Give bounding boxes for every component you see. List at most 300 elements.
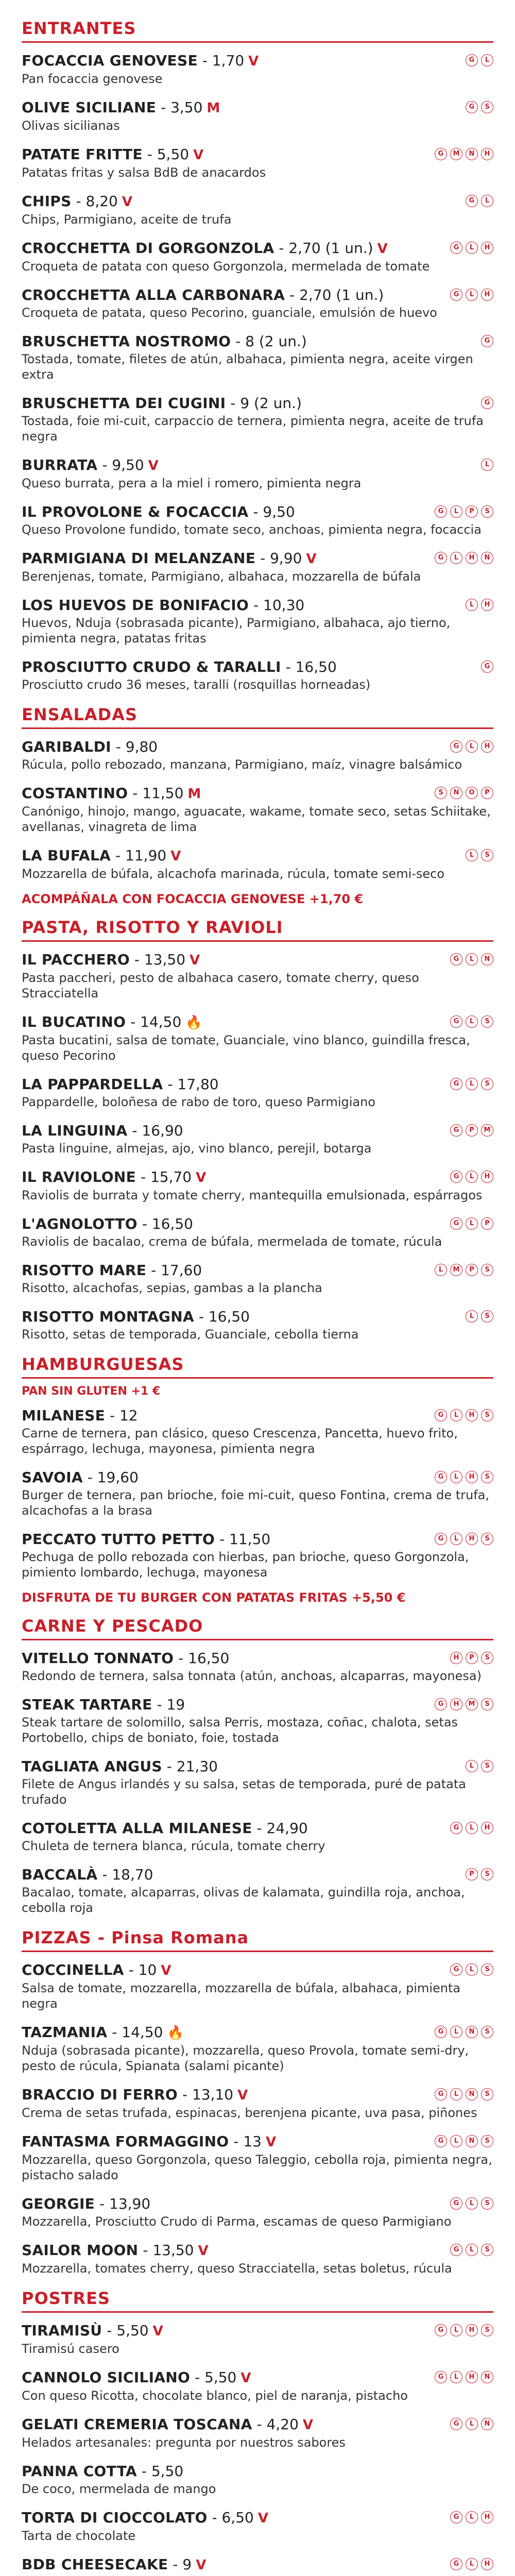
allergen-icon: N (481, 2371, 493, 2383)
menu-item-description: Tostada, foie mi-cuit, carpaccio de ternera, pimienta negra, aceite de trufa negra (22, 414, 484, 444)
menu-item-row (22, 1168, 493, 1187)
menu-item-row (22, 395, 493, 412)
menu-item-price: - 16,90 (132, 1122, 183, 1139)
menu-item (22, 286, 493, 320)
menu-item-description: Risotto, alcachofas, sepias, gambas a la plancha (22, 1281, 322, 1295)
allergen-icon: N (481, 953, 493, 965)
menu-item-heading (22, 785, 201, 803)
allergen-icon: S (481, 1868, 493, 1880)
menu-item-row (22, 2463, 493, 2480)
menu-item-description: Con queso Ricotta, chocolate blanco, piel de naranja, pistacho (22, 2388, 408, 2403)
allergen-icons (450, 1217, 493, 1230)
menu-item-row (22, 658, 493, 676)
menu-item-heading (22, 1308, 250, 1326)
menu-item-row (22, 1122, 493, 1140)
allergen-icon: L (450, 505, 462, 518)
allergen-icon: S (481, 101, 493, 113)
menu-item-heading (22, 951, 200, 969)
menu-item-heading (22, 1469, 139, 1486)
allergen-icon: L (450, 2026, 462, 2038)
allergen-icon: S (481, 1471, 493, 1483)
menu-item-name: FOCACCIA GENOVESE (22, 52, 198, 69)
allergen-icon: G (435, 2135, 447, 2147)
allergen-icon: L (466, 1015, 478, 1028)
diet-badge-icon: V (161, 1963, 171, 1978)
menu-item-price: - 8 (2 un.) (235, 333, 307, 350)
menu-item-name: PATATE FRITTE (22, 146, 143, 163)
allergen-icon: L (481, 459, 493, 471)
menu-item-row (22, 1308, 493, 1326)
menu-item-row (22, 2133, 493, 2151)
menu-item-row (22, 2086, 493, 2104)
menu-item-description: Pechuga de pollo rebozada con hierbas, pan brioche, queso Gorgonzola, pimiento lombardo, lechuga, mayonesa (22, 1550, 469, 1580)
allergen-icon: S (481, 1698, 493, 1710)
section-title: HAMBURGUESAS (22, 1354, 184, 1374)
allergen-icon: G (450, 289, 462, 301)
menu-item-price: - 3,50 (161, 99, 203, 116)
allergen-icon: G (450, 953, 462, 965)
menu-item-price: - 13 (233, 2133, 262, 2150)
allergen-icon: S (435, 787, 447, 799)
menu-item-name: LA LINGUINA (22, 1122, 128, 1139)
menu-item-price: - 15,70 (140, 1168, 192, 1185)
allergen-icons (466, 599, 493, 611)
allergen-icons (450, 2418, 493, 2430)
menu-item-heading (22, 2024, 184, 2042)
allergen-icon: G (450, 1171, 462, 1183)
menu-item-row (22, 2242, 493, 2260)
menu-item-description: Tostada, tomate, filetes de atún, albahaca, pimienta negra, aceite virgen extra (22, 352, 473, 382)
menu-item (22, 395, 493, 444)
allergen-icons (435, 1471, 493, 1483)
allergen-icon: G (450, 1124, 462, 1137)
menu-item-row (22, 1961, 493, 1979)
allergen-icon: L (466, 289, 478, 301)
menu-item-description: Pasta linguine, almejas, ajo, vino blanco, perejil, botarga (22, 1141, 372, 1156)
allergen-icon: P (481, 787, 493, 799)
allergen-icons (435, 1533, 493, 1545)
menu-item-row (22, 1820, 493, 1837)
allergen-icons (466, 849, 493, 861)
menu-item (22, 738, 493, 772)
menu-item-price: - 24,90 (256, 1820, 308, 1837)
allergen-icon: G (435, 2371, 447, 2383)
menu-item-description: Helados artesanales: pregunta por nuestros sabores (22, 2435, 346, 2450)
menu-item-name: RISOTTO MONTAGNA (22, 1308, 194, 1325)
menu-item-row (22, 146, 493, 164)
allergen-icon: L (450, 1533, 462, 1545)
menu-item-heading (22, 2242, 209, 2260)
menu-item-price: - 8,20 (76, 193, 118, 210)
menu-item-name: COCCINELLA (22, 1961, 124, 1978)
diet-badge-icon: V (306, 551, 317, 567)
menu-item-price: - 9,50 (253, 503, 295, 520)
menu-item-name: BRACCIO DI FERRO (22, 2086, 178, 2103)
allergen-icon: L (466, 1963, 478, 1976)
allergen-icon: L (435, 1264, 447, 1276)
menu-item-price: - 16,50 (198, 1308, 250, 1325)
menu-item-description: Nduja (sobrasada picante), mozzarella, queso Provola, tomate semi-dry, pesto de rúcula, Spianata (salami picante) (22, 2043, 469, 2073)
allergen-icon: G (481, 335, 493, 347)
menu-item-heading (22, 597, 304, 614)
menu-item-description: Chuleta de ternera blanca, rúcula, tomate cherry (22, 1839, 325, 1853)
allergen-icon: S (481, 2088, 493, 2100)
allergen-icon: S (481, 1015, 493, 1028)
menu-item-name: TAZMANIA (22, 2024, 108, 2041)
menu-item (22, 847, 493, 882)
menu-item-description: Pappardelle, boloñesa de rabo de toro, queso Parmigiano (22, 1095, 376, 1109)
menu-item-description: Risotto, setas de temporada, Guanciale, cebolla tierna (22, 1327, 359, 1342)
allergen-icon: H (450, 1652, 462, 1664)
menu-item-name: MILANESE (22, 1407, 106, 1424)
allergen-icon: P (466, 1868, 478, 1880)
menu-item-heading (22, 1407, 138, 1425)
allergen-icon: L (466, 1310, 478, 1323)
menu-item-row (22, 333, 493, 350)
allergen-icons (435, 2088, 493, 2100)
menu-item-price: - 1,70 (202, 52, 245, 69)
menu-item-name: CROCCHETTA DI GORGONZOLA (22, 240, 274, 257)
menu-item-price: - 13,10 (182, 2086, 234, 2103)
menu-item (22, 1407, 493, 1456)
allergen-icons (466, 1310, 493, 1323)
menu-item-name: SAILOR MOON (22, 2242, 139, 2259)
menu-item-price: - 9 (173, 2556, 192, 2573)
menu-item-heading (22, 146, 203, 164)
menu-item-heading (22, 1122, 183, 1140)
menu-item (22, 2509, 493, 2544)
diet-badge-icon: V (241, 2370, 251, 2386)
allergen-icon: L (450, 2135, 462, 2147)
allergen-icons (481, 459, 493, 471)
menu-item-heading (22, 550, 317, 568)
allergen-icon: L (466, 599, 478, 611)
allergen-icons (450, 953, 493, 965)
menu-item-name: PECCATO TUTTO PETTO (22, 1531, 215, 1548)
allergen-icon: S (481, 1409, 493, 1421)
allergen-icon: G (435, 1698, 447, 1710)
allergen-icon: H (481, 2511, 493, 2523)
section-title: PASTA, RISOTTO Y RAVIOLI (22, 918, 283, 937)
allergen-icon: S (481, 1760, 493, 1772)
menu-item-row (22, 456, 493, 474)
allergen-icon: G (435, 2324, 447, 2336)
menu-item-heading (22, 52, 259, 70)
menu-item-name: LA BUFALA (22, 847, 111, 864)
allergen-icon: H (466, 2371, 478, 2383)
allergen-icon: S (481, 1264, 493, 1276)
menu-item-description: Mozzarella, tomates cherry, queso Stracciatella, setas boletus, rúcula (22, 2261, 452, 2276)
menu-item (22, 1961, 493, 2011)
menu-item-row (22, 1262, 493, 1279)
diet-badge-icon: V (193, 147, 204, 163)
menu-item-name: STEAK TARTARE (22, 1696, 152, 1713)
allergen-icon: L (450, 2088, 462, 2100)
menu-item-price: - 9 (2 un.) (230, 395, 302, 412)
menu-item-price: - 5,50 (141, 2463, 184, 2480)
menu-item-name: GELATI CREMERIA TOSCANA (22, 2416, 252, 2433)
menu-item-name: PANNA COTTA (22, 2463, 137, 2480)
menu-item-name: RISOTTO MARE (22, 1262, 147, 1279)
menu-item-row (22, 503, 493, 521)
menu-item-heading (22, 99, 220, 117)
menu-item-name: TORTA DI CIOCCOLATO (22, 2509, 208, 2526)
allergen-icon: G (481, 660, 493, 673)
menu-item-price: - 11,90 (115, 847, 167, 864)
allergen-icon: G (450, 2558, 462, 2570)
menu-item-heading (22, 847, 181, 865)
menu-item-description: Raviolis de bacalao, crema de búfala, mermelada de tomate, rúcula (22, 1234, 442, 1249)
menu-item-price: - 19,60 (87, 1469, 139, 1486)
allergen-icon: G (435, 1471, 447, 1483)
menu-item-description: Pan focaccia genovese (22, 72, 163, 86)
diet-badge-icon: V (248, 54, 259, 69)
menu-item-price: - 16,50 (285, 658, 337, 675)
menu-item (22, 550, 493, 584)
allergen-icon: S (481, 1533, 493, 1545)
menu-item-description: Queso burrata, pera a la miel i romero, pimienta negra (22, 476, 362, 490)
menu-item-name: CANNOLO SICILIANO (22, 2369, 191, 2386)
allergen-icon: H (481, 148, 493, 160)
menu-item-name: PARMIGIANA DI MELANZANE (22, 550, 256, 567)
allergen-icon: G (450, 740, 462, 753)
allergen-icon: L (466, 1171, 478, 1183)
section-title: ENTRANTES (22, 19, 136, 38)
allergen-icons (435, 148, 493, 160)
allergen-icons (450, 2558, 493, 2570)
menu-item-heading (22, 2463, 183, 2480)
menu-item-name: BDB CHEESECAKE (22, 2556, 168, 2573)
allergen-icon: P (466, 1652, 478, 1664)
menu-item-name: LA PAPPARDELLA (22, 1076, 163, 1093)
allergen-icons (450, 289, 493, 301)
allergen-icon: M (450, 148, 462, 160)
menu-item-price: - 19 (157, 1696, 185, 1713)
menu-item-heading (22, 1262, 202, 1279)
menu-item-row (22, 240, 493, 258)
allergen-icon: S (481, 2026, 493, 2038)
menu-item-description: Tiramisú casero (22, 2342, 119, 2356)
allergen-icon: S (481, 1078, 493, 1090)
allergen-icon: G (450, 1822, 462, 1834)
allergen-icon: L (466, 1822, 478, 1834)
menu-item (22, 2369, 493, 2403)
menu-item-name: LOS HUEVOS DE BONIFACIO (22, 597, 249, 614)
menu-item-description: Canónigo, hinojo, mango, aguacate, wakame, tomate seco, setas Schiitake, avellanas, vinagreta de lima (22, 804, 491, 834)
menu-item-row (22, 99, 493, 117)
menu-item-row (22, 1469, 493, 1486)
menu-item (22, 333, 493, 382)
menu-item-name: COSTANTINO (22, 785, 128, 802)
allergen-icon: H (481, 2558, 493, 2570)
diet-badge-icon: V (190, 953, 200, 968)
menu-item (22, 503, 493, 537)
menu-item-description: Mozzarella, Prosciutto Crudo di Parma, escamas de queso Parmigiano (22, 2214, 452, 2229)
section-callout: ACOMPÁÑALA CON FOCACCIA GENOVESE +1,70 € (22, 892, 364, 906)
menu-item (22, 1696, 493, 1745)
menu-item (22, 146, 493, 180)
menu-item-price: - 9,90 (260, 550, 302, 567)
allergen-icon: N (481, 2418, 493, 2430)
menu-item-row (22, 2509, 493, 2527)
allergen-icon: L (466, 2558, 478, 2570)
menu-item-description: Rúcula, pollo rebozado, manzana, Parmigiano, maíz, vinagre balsámico (22, 757, 462, 772)
menu-item-heading (22, 395, 302, 412)
menu-item (22, 2556, 493, 2576)
menu-item-name: GEORGIE (22, 2195, 95, 2212)
menu-item-row (22, 2195, 493, 2213)
menu-item-row (22, 1696, 493, 1714)
allergen-icons (450, 1078, 493, 1090)
menu-item-row (22, 1866, 493, 1884)
section-divider (22, 2311, 493, 2313)
menu-item-heading (22, 1168, 206, 1187)
menu-item-price: - 2,70 (1 un.) (289, 286, 384, 303)
menu-item-price: - 9,80 (115, 738, 158, 755)
allergen-icon: H (481, 289, 493, 301)
allergen-icon: H (481, 599, 493, 611)
menu-item-description: Croqueta de patata con queso Gorgonzola, mermelada de tomate (22, 259, 430, 274)
menu-item-name: TIRAMISÙ (22, 2322, 102, 2339)
menu-item-price: - 13,90 (99, 2195, 151, 2212)
menu-item-name: TAGLIATA ANGUS (22, 1758, 162, 1775)
allergen-icons (481, 335, 493, 347)
menu-item-heading (22, 1696, 185, 1714)
allergen-icons (466, 54, 493, 66)
allergen-icon: G (435, 505, 447, 518)
menu-item-name: IL BUCATINO (22, 1013, 126, 1030)
allergen-icon: P (466, 1264, 478, 1276)
menu-item-row (22, 286, 493, 304)
diet-badge-icon: M (207, 100, 220, 116)
allergen-icon: L (481, 195, 493, 207)
menu-item-description: Mozzarella, queso Gorgonzola, queso Taleggio, cebolla roja, pimienta negra, pistacho salado (22, 2153, 492, 2182)
allergen-icon: G (450, 2511, 462, 2523)
section-note: PAN SIN GLUTEN +1 € (22, 1385, 161, 1398)
allergen-icon: G (435, 2026, 447, 2038)
allergen-icons (450, 1652, 493, 1664)
allergen-icon: G (450, 1015, 462, 1028)
allergen-icon: L (450, 2371, 462, 2383)
allergen-icon: S (481, 2135, 493, 2147)
menu-item-name: VITELLO TONNATO (22, 1650, 174, 1667)
menu-item-row (22, 597, 493, 614)
diet-badge-icon: V (152, 2324, 163, 2339)
menu-item (22, 1122, 493, 1156)
menu-item (22, 193, 493, 227)
menu-item-row (22, 2024, 493, 2042)
menu-item-heading (22, 1531, 270, 1548)
menu-section (22, 19, 493, 692)
menu-item-heading (22, 2195, 150, 2213)
allergen-icons (435, 505, 493, 518)
allergen-icons (450, 1015, 493, 1028)
allergen-icon: L (466, 1760, 478, 1772)
menu-item-row (22, 1013, 493, 1031)
allergen-icon: G (450, 242, 462, 254)
allergen-icon: P (481, 1217, 493, 1230)
menu-item (22, 1168, 493, 1203)
allergen-icon: L (466, 2511, 478, 2523)
section-title: ENSALADAS (22, 705, 138, 724)
menu-item-row (22, 550, 493, 568)
menu-item-row (22, 2556, 493, 2574)
section-title: CARNE Y PESCADO (22, 1616, 203, 1636)
menu-item (22, 1758, 493, 1807)
allergen-icon: L (450, 2324, 462, 2336)
menu-item-description: Filete de Angus irlandés y su salsa, setas de temporada, puré de patata trufado (22, 1777, 466, 1807)
menu-item-heading (22, 2133, 276, 2151)
menu-item-heading (22, 738, 158, 756)
menu-item (22, 1820, 493, 1854)
allergen-icons (466, 1868, 493, 1880)
menu-item (22, 1076, 493, 1110)
allergen-icon: O (466, 787, 478, 799)
allergen-icon: L (450, 1471, 462, 1483)
section-title: PIZZAS - Pinsa Romana (22, 1928, 249, 1947)
menu-item-description: Salsa de tomate, mozzarella, mozzarella de búfala, albahaca, pimienta negra (22, 1981, 461, 2011)
menu-item-description: Tarta de chocolate (22, 2529, 136, 2543)
menu-item-description: Berenjenas, tomate, Parmigiano, albahaca, mozzarella de búfala (22, 569, 421, 584)
menu-item-row (22, 2369, 493, 2387)
allergen-icon: N (450, 787, 462, 799)
menu-item-heading (22, 2556, 206, 2574)
section-divider (22, 1639, 493, 1640)
allergen-icon: G (435, 2088, 447, 2100)
menu-item-description: Steak tartare de solomillo, salsa Perris, mostaza, coñac, chalota, setas Portobello, chips de boniato, foie, tostada (22, 1715, 458, 1745)
allergen-icon: G (481, 397, 493, 409)
allergen-icon: G (466, 54, 478, 66)
allergen-icons (466, 195, 493, 207)
allergen-icon: L (466, 2244, 478, 2256)
allergen-icons (435, 787, 493, 799)
allergen-icon: L (466, 849, 478, 861)
allergen-icon: P (466, 505, 478, 518)
allergen-icon: N (466, 2135, 478, 2147)
menu-item (22, 2195, 493, 2229)
diet-badge-icon: V (377, 241, 388, 257)
menu-item-description: Redondo de ternera, salsa tonnata (atún, anchoas, alcaparras, mayonesa) (22, 1669, 482, 1683)
menu-item-name: IL RAVIOLONE (22, 1168, 136, 1185)
menu-item (22, 2322, 493, 2357)
allergen-icon: H (466, 552, 478, 564)
allergen-icons (435, 1409, 493, 1421)
allergen-icon: G (450, 1078, 462, 1090)
allergen-icons (450, 2244, 493, 2256)
menu-item-row (22, 1650, 493, 1667)
menu-item-name: PROSCIUTTO CRUDO & TARALLI (22, 658, 281, 675)
menu-item-description: Bacalao, tomate, alcaparras, olivas de kalamata, guindilla roja, anchoa, cebolla roja (22, 1885, 465, 1915)
menu-item (22, 1531, 493, 1580)
menu-item-price: - 6,50 (212, 2509, 254, 2526)
allergen-icons (466, 1760, 493, 1772)
diet-badge-icon: M (187, 786, 201, 802)
menu-item-heading (22, 333, 307, 350)
allergen-icon: G (450, 2244, 462, 2256)
menu-item-name: CHIPS (22, 193, 72, 210)
section-divider (22, 727, 493, 729)
allergen-icons (450, 2197, 493, 2210)
menu-item (22, 951, 493, 1001)
menu-item-heading (22, 2416, 313, 2434)
allergen-icons (450, 1124, 493, 1137)
menu-item-price: - 5,50 (195, 2369, 237, 2386)
menu-item-row (22, 1076, 493, 1093)
menu-item-heading (22, 1650, 229, 1667)
menu-item-description: Mozzarella de búfala, alcachofa marinada, rúcula, tomate semi-seco (22, 867, 445, 881)
allergen-icon: M (466, 1698, 478, 1710)
allergen-icons (481, 660, 493, 673)
